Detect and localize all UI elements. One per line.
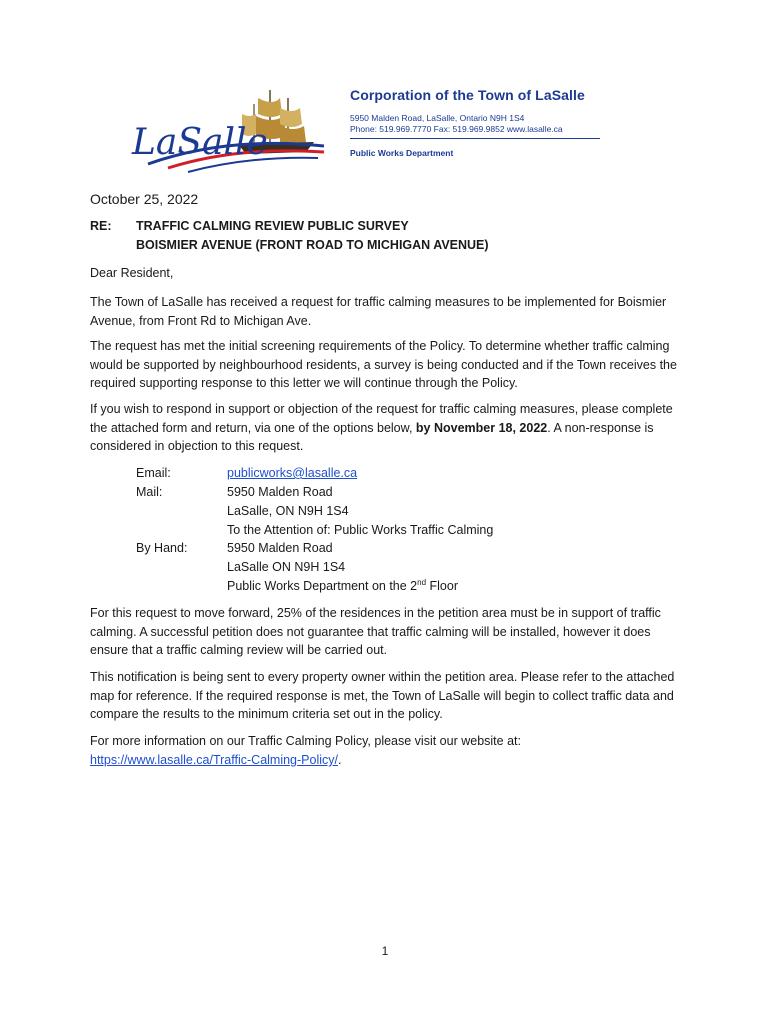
org-department: Public Works Department bbox=[350, 148, 454, 158]
re-line-2: BOISMIER AVENUE (FRONT ROAD TO MICHIGAN AVENUE) bbox=[136, 238, 489, 252]
paragraph-respond bbox=[90, 400, 690, 456]
mail-line-3: To the Attention of: Public Works Traffic Calming bbox=[227, 523, 494, 537]
org-name: Corporation of the Town of LaSalle bbox=[350, 87, 585, 103]
hand-line-3-sup: nd bbox=[417, 577, 427, 587]
hand-line-2: LaSalle ON N9H 1S4 bbox=[227, 560, 346, 574]
letterhead-divider bbox=[350, 138, 600, 139]
respond-text-after: . A non-response is considered in objection to this request. bbox=[90, 420, 654, 453]
mail-label: Mail: bbox=[136, 485, 163, 499]
salutation: Dear Resident, bbox=[90, 266, 174, 280]
letterhead-text bbox=[350, 86, 610, 135]
hand-line-1: 5950 Malden Road bbox=[227, 541, 333, 555]
email-label: Email: bbox=[136, 466, 171, 480]
logo-wordmark: LaSalle bbox=[132, 122, 268, 163]
org-address: 5950 Malden Road, LaSalle, Ontario N9H 1S4 bbox=[350, 113, 525, 123]
re-label: RE: bbox=[90, 219, 112, 233]
re-line-1: TRAFFIC CALMING REVIEW PUBLIC SURVEY bbox=[136, 219, 409, 233]
website-link[interactable]: https://www.lasalle.ca/Traffic-Calming-Policy/ bbox=[90, 753, 338, 767]
hand-label: By Hand: bbox=[136, 541, 188, 555]
paragraph-more-info: For more information on our Traffic Calming Policy, please visit our website at: bbox=[90, 734, 521, 748]
respond-deadline: by November 18, 2022 bbox=[415, 420, 548, 435]
lasalle-logo bbox=[128, 84, 328, 176]
website-period: . bbox=[338, 753, 342, 767]
mail-line-1: 5950 Malden Road bbox=[227, 485, 333, 499]
page-number: 1 bbox=[381, 944, 389, 958]
letter-date: October 25, 2022 bbox=[90, 191, 199, 207]
paragraph-request: The Town of LaSalle has received a request for traffic calming measures to be implemented for Boismier Avenue, from Front Rd to Michigan Ave. bbox=[90, 295, 667, 328]
paragraph-threshold: For this request to move forward, 25% of the residences in the petition area must be in support of traffic calming. A successful petition does not guarantee that traffic calming will be installed, however it does ensure that a traffic calming review will be carried out. bbox=[90, 606, 661, 657]
hand-line-3-text: Public Works Department on the 2 bbox=[227, 579, 418, 593]
mail-line-2: LaSalle, ON N9H 1S4 bbox=[227, 504, 349, 518]
paragraph-screening: The request has met the initial screening requirements of the Policy. To determine whether traffic calming would be supported by neighbourhood residents, a survey is being conducted and if the Town receives the required supporting response to this letter we will continue through the Policy. bbox=[90, 339, 677, 390]
email-link[interactable]: publicworks@lasalle.ca bbox=[227, 466, 358, 480]
org-phone-fax: Phone: 519.969.7770 Fax: 519.969.9852 www.lasalle.ca bbox=[350, 124, 563, 134]
website-line bbox=[90, 751, 690, 770]
respond-text-before: If you wish to respond in support or objection of the request for traffic calming measures, please complete the attached form and return, via one of the options below, bbox=[90, 402, 673, 435]
paragraph-notification: This notification is being sent to every property owner within the petition area. Please refer to the attached map for reference. If the required response is met, the Town of LaSalle will begin to collect traffic data and compare the results to the minimum criteria set out in the policy. bbox=[90, 670, 675, 721]
hand-line-3-end: Floor bbox=[426, 579, 458, 593]
hand-line-3 bbox=[227, 577, 458, 596]
